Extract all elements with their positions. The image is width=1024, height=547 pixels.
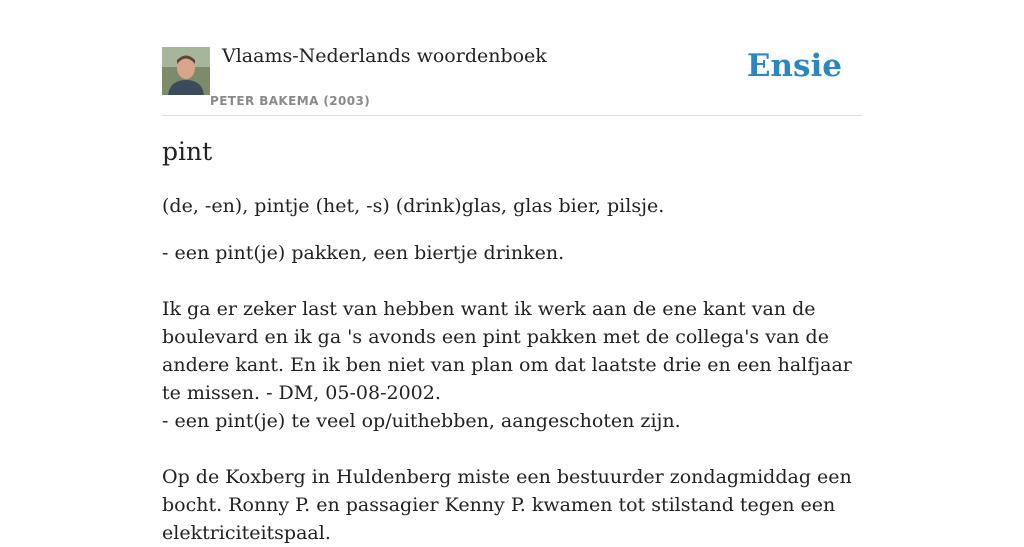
idiom-paragraph: - een pint(je) te veel op/uithebben, aangeschoten zijn. (162, 410, 681, 432)
headword: pint (162, 137, 213, 166)
quote-paragraph: Ik ga er zeker last van hebben want ik werk aan de ene kant van de boulevard en ik ga 's avonds een pint pakken met de collega's van de andere kant. En ik ben niet van plan om dat laatste drie en een halfjaar te missen. - DM, 05-08-2002. (162, 298, 852, 404)
dictionary-title[interactable]: Vlaams-Nederlands woordenboek (222, 45, 547, 67)
avatar-photo-icon (162, 47, 210, 95)
page-container (162, 0, 862, 544)
author-avatar[interactable] (162, 47, 210, 95)
quote-paragraph: Op de Koxberg in Huldenberg miste een bestuurder zondagmiddag een bocht. Ronny P. en passagier Kenny P. kwamen tot stilstand tegen een elektriciteitspaal. (162, 466, 852, 544)
author-name[interactable]: PETER BAKEMA (2003) (210, 94, 371, 108)
definition-paragraph: (de, -en), pintje (het, -s) (drink)glas, glas bier, pilsje. (162, 195, 665, 217)
idiom-paragraph: - een pint(je) pakken, een biertje drinken. (162, 242, 565, 264)
brand-logo[interactable]: Ensie (746, 48, 842, 84)
entry-header (162, 0, 862, 116)
